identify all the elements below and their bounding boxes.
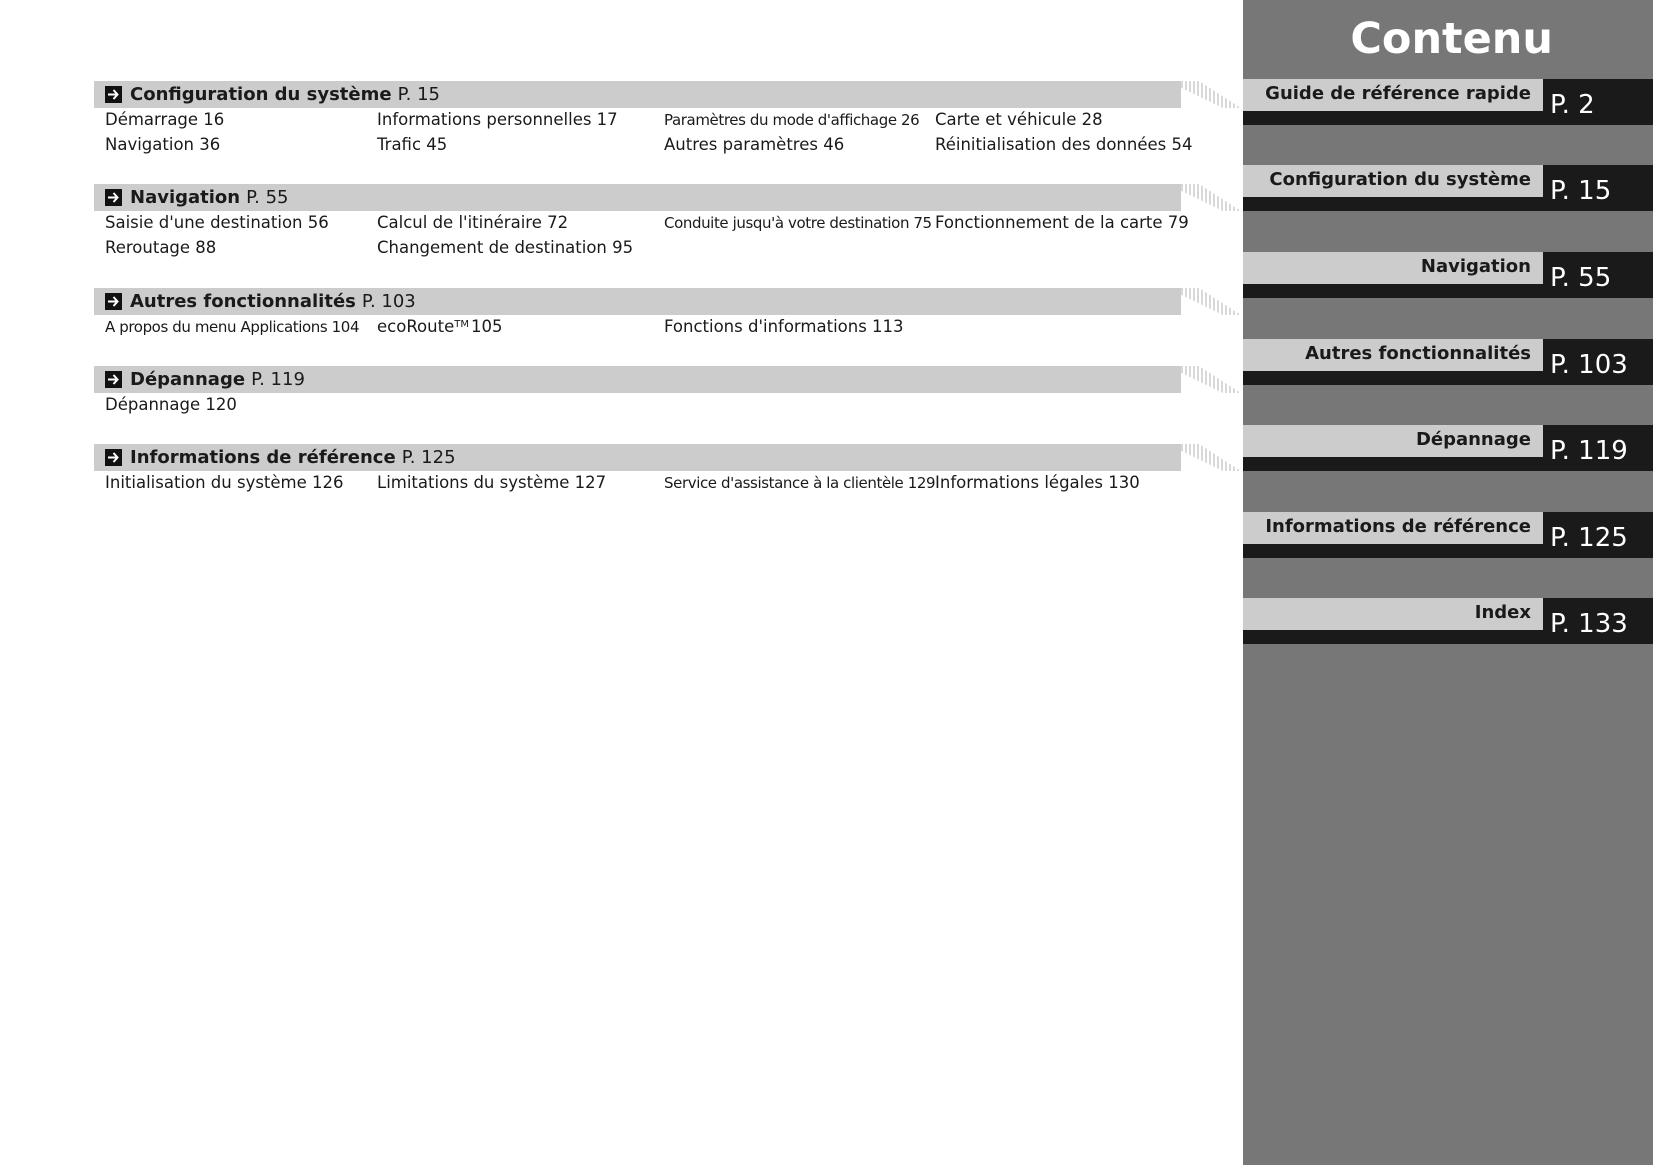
toc-entry[interactable]: Informations légales 130 bbox=[935, 473, 1140, 492]
toc-entry-ecoroute[interactable] bbox=[377, 317, 502, 336]
sidebar-item-label: Configuration du système bbox=[1243, 165, 1543, 197]
ecoroute-page: 105 bbox=[470, 317, 503, 336]
sidebar-item-underline bbox=[1243, 111, 1543, 125]
sidebar-item-underline bbox=[1243, 371, 1543, 385]
toc-entry[interactable]: Fonctions d'informations 113 bbox=[664, 317, 904, 336]
arrow-right-box-icon bbox=[105, 449, 122, 466]
sidebar-title: Contenu bbox=[1350, 14, 1553, 64]
sidebar-item-page[interactable]: P. 55 bbox=[1543, 252, 1653, 298]
sidebar-item-label: Navigation bbox=[1243, 252, 1543, 284]
toc-entry[interactable]: Dépannage 120 bbox=[105, 395, 237, 414]
section-navigation bbox=[94, 184, 1189, 261]
hatch-connector bbox=[1181, 288, 1241, 315]
toc-entry[interactable]: Réinitialisation des données 54 bbox=[935, 135, 1193, 154]
toc-entry[interactable]: Initialisation du système 126 bbox=[105, 473, 344, 492]
section-autres-fonctionnalites bbox=[94, 288, 1181, 340]
section-title: Autres fonctionnalités bbox=[130, 291, 356, 312]
toc-entry[interactable]: Saisie d'une destination 56 bbox=[105, 213, 329, 232]
section-informations-reference bbox=[94, 444, 1181, 496]
toc-entry[interactable]: Autres paramètres 46 bbox=[664, 135, 845, 154]
sidebar-item-index[interactable] bbox=[1243, 598, 1653, 644]
toc-entry[interactable]: Démarrage 16 bbox=[105, 110, 225, 129]
sidebar-item-page[interactable]: P. 103 bbox=[1543, 339, 1653, 385]
ecoroute-label: ecoRoute bbox=[377, 317, 455, 336]
section-header[interactable] bbox=[94, 366, 1181, 393]
sidebar-item-label: Index bbox=[1243, 598, 1543, 630]
section-title: Dépannage bbox=[130, 369, 246, 390]
section-header[interactable] bbox=[94, 184, 1181, 211]
entry-row bbox=[94, 108, 1181, 133]
sidebar-item-label: Guide de référence rapide bbox=[1243, 79, 1543, 111]
section-page-link[interactable]: P. 125 bbox=[401, 447, 456, 468]
arrow-right-box-icon bbox=[105, 371, 122, 388]
sidebar-item-label: Dépannage bbox=[1243, 425, 1543, 457]
sidebar-item-underline bbox=[1243, 457, 1543, 471]
arrow-right-box-icon bbox=[105, 293, 122, 310]
sidebar-item-depannage[interactable] bbox=[1243, 425, 1653, 471]
entry-row bbox=[94, 211, 1189, 236]
sidebar-item-underline bbox=[1243, 197, 1543, 211]
section-page-link[interactable]: P. 119 bbox=[251, 369, 305, 390]
section-depannage bbox=[94, 366, 1181, 418]
toc-entry[interactable]: Service d'assistance à la clientèle 129 bbox=[664, 474, 936, 492]
entry-row bbox=[94, 471, 1181, 496]
sidebar-item-page[interactable]: P. 2 bbox=[1543, 79, 1653, 125]
sidebar-item-label: Autres fonctionnalités bbox=[1243, 339, 1543, 371]
arrow-right-box-icon bbox=[105, 86, 122, 103]
toc-entry[interactable]: Informations personnelles 17 bbox=[377, 110, 618, 129]
section-title: Navigation bbox=[130, 187, 241, 208]
entry-row bbox=[94, 236, 1181, 261]
section-title: Configuration du système bbox=[130, 84, 392, 105]
section-header[interactable] bbox=[94, 81, 1181, 108]
entry-row bbox=[94, 393, 1181, 418]
hatch-connector bbox=[1181, 444, 1241, 471]
contents-sidebar bbox=[1243, 0, 1653, 1165]
toc-entry[interactable]: A propos du menu Applications 104 bbox=[105, 318, 360, 336]
trademark-mark: TM bbox=[454, 319, 469, 330]
section-configuration bbox=[94, 81, 1193, 158]
sidebar-item-page[interactable]: P. 133 bbox=[1543, 598, 1653, 644]
toc-entry[interactable]: Conduite jusqu'à votre destination 75 bbox=[664, 214, 932, 232]
sidebar-item-label: Informations de référence bbox=[1243, 512, 1543, 544]
section-page-link[interactable]: P. 55 bbox=[246, 187, 289, 208]
sidebar-item-autres[interactable] bbox=[1243, 339, 1653, 385]
entry-row bbox=[94, 133, 1193, 158]
sidebar-item-page[interactable]: P. 119 bbox=[1543, 425, 1653, 471]
toc-entry[interactable]: Paramètres du mode d'affichage 26 bbox=[664, 111, 920, 129]
toc-entry[interactable]: Reroutage 88 bbox=[105, 238, 217, 257]
toc-entry[interactable]: Calcul de l'itinéraire 72 bbox=[377, 213, 569, 232]
sidebar-item-configuration[interactable] bbox=[1243, 165, 1653, 211]
toc-entry[interactable]: Changement de destination 95 bbox=[377, 238, 634, 257]
section-header[interactable] bbox=[94, 288, 1181, 315]
hatch-connector bbox=[1181, 184, 1241, 211]
sidebar-item-navigation[interactable] bbox=[1243, 252, 1653, 298]
arrow-right-box-icon bbox=[105, 189, 122, 206]
entry-row bbox=[94, 315, 1181, 340]
hatch-connector bbox=[1181, 366, 1241, 393]
sidebar-item-informations[interactable] bbox=[1243, 512, 1653, 558]
section-page-link[interactable]: P. 15 bbox=[397, 84, 440, 105]
sidebar-item-underline bbox=[1243, 630, 1543, 644]
section-page-link[interactable]: P. 103 bbox=[361, 291, 416, 312]
sidebar-item-page[interactable]: P. 15 bbox=[1543, 165, 1653, 211]
hatch-connector bbox=[1181, 81, 1241, 108]
section-header[interactable] bbox=[94, 444, 1181, 471]
sidebar-item-underline bbox=[1243, 544, 1543, 558]
section-title: Informations de référence bbox=[130, 447, 396, 468]
sidebar-item-guide[interactable] bbox=[1243, 79, 1653, 125]
toc-entry[interactable]: Trafic 45 bbox=[377, 135, 448, 154]
toc-entry[interactable]: Carte et véhicule 28 bbox=[935, 110, 1103, 129]
sidebar-item-underline bbox=[1243, 284, 1543, 298]
toc-entry[interactable]: Fonctionnement de la carte 79 bbox=[935, 213, 1189, 232]
toc-entry[interactable]: Limitations du système 127 bbox=[377, 473, 607, 492]
sidebar-item-page[interactable]: P. 125 bbox=[1543, 512, 1653, 558]
toc-entry[interactable]: Navigation 36 bbox=[105, 135, 221, 154]
